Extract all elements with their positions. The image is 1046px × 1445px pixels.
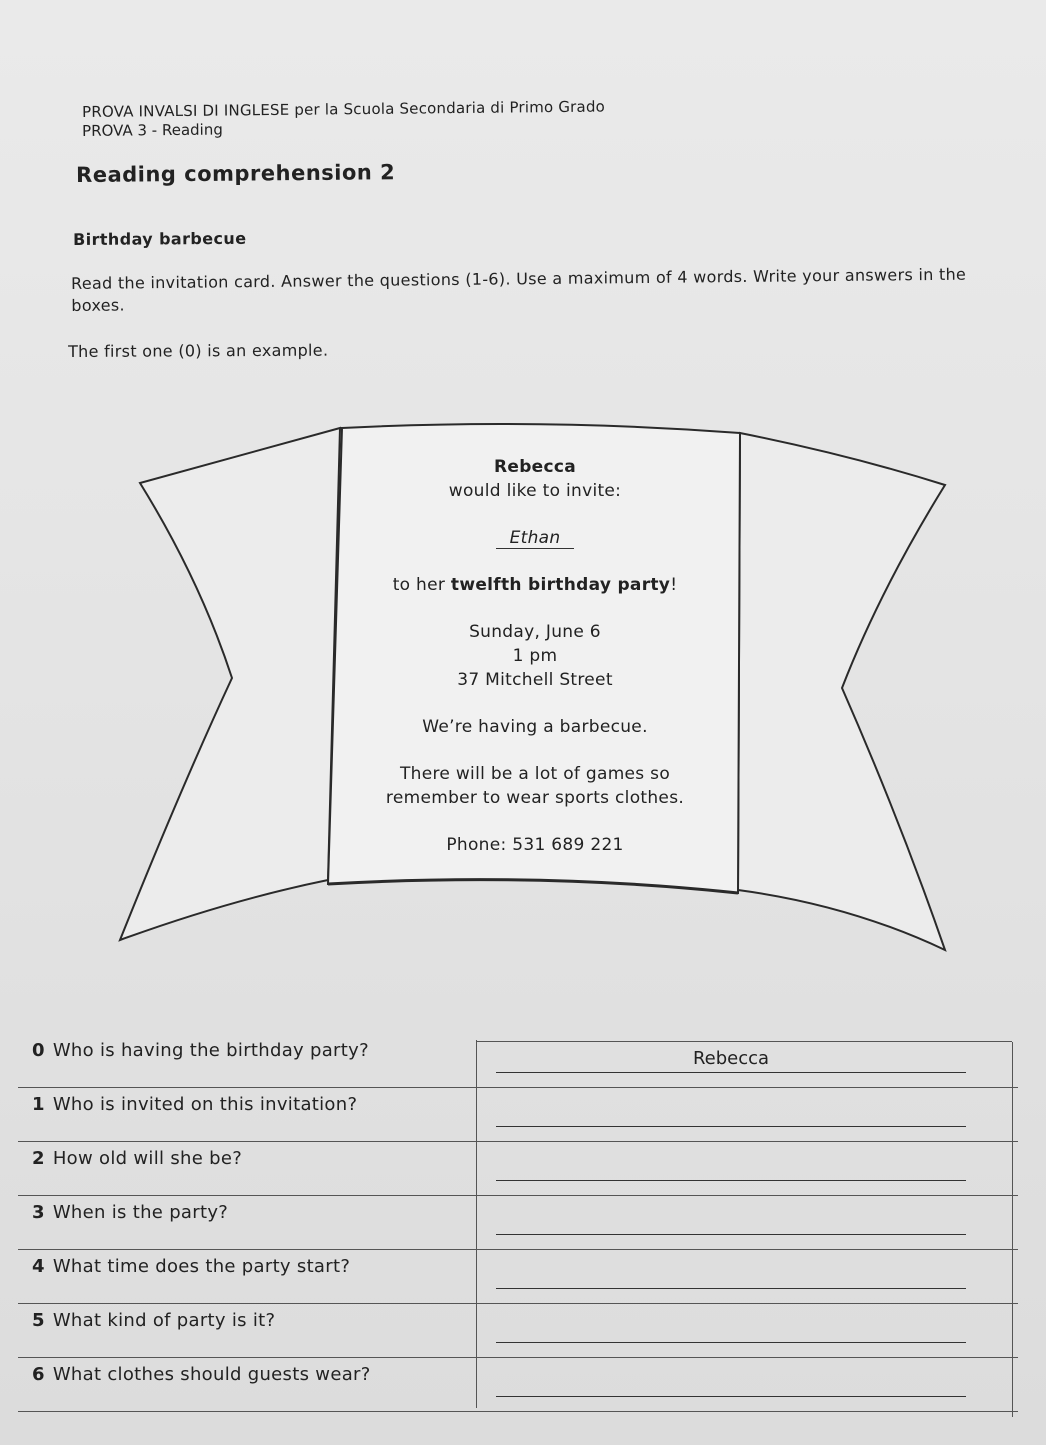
card-left-flap bbox=[120, 428, 340, 940]
question-row: 0 Who is having the birthday party? Rebecca bbox=[18, 1033, 1018, 1088]
question-text: When is the party? bbox=[52, 1202, 229, 1223]
question-text: Who is having the birthday party? bbox=[52, 1040, 369, 1061]
question-row: 4 What time does the party start? bbox=[18, 1250, 1018, 1304]
answer-line bbox=[496, 1288, 966, 1289]
example-note: The first one (0) is an example. bbox=[68, 340, 329, 361]
answer-line bbox=[496, 1396, 966, 1397]
question-row: 1 Who is invited on this invitation? bbox=[18, 1088, 1018, 1142]
question-row: 2 How old will she be? bbox=[18, 1142, 1018, 1196]
invitation-text bbox=[330, 455, 740, 857]
question-text: What clothes should guests wear? bbox=[52, 1364, 371, 1385]
exam-subheader: PROVA 3 - Reading bbox=[82, 120, 223, 140]
card-date: Sunday, June 6 bbox=[469, 622, 601, 642]
card-note-2: remember to wear sports clothes. bbox=[385, 788, 685, 808]
card-host: Rebecca bbox=[493, 457, 577, 477]
instructions: Read the invitation card. Answer the questions (1-6). Use a maximum of 4 words. Write your answers in the boxes. bbox=[71, 264, 967, 315]
answer-line bbox=[496, 1180, 966, 1181]
question-row: 6 What clothes should guests wear? bbox=[18, 1358, 1018, 1412]
question-row: 3 When is the party? bbox=[18, 1196, 1018, 1250]
card-party-type: twelfth birthday party bbox=[450, 575, 671, 595]
card-party-line: to her twelfth birthday party! bbox=[392, 575, 678, 595]
question-row: 5 What kind of party is it? bbox=[18, 1304, 1018, 1358]
card-invite-text: would like to invite: bbox=[448, 481, 622, 501]
question-text: Who is invited on this invitation? bbox=[52, 1094, 358, 1115]
question-text: What time does the party start? bbox=[52, 1256, 351, 1277]
card-activity: We’re having a barbecue. bbox=[422, 717, 648, 737]
card-guest: Ethan bbox=[496, 528, 575, 549]
answer-line bbox=[496, 1126, 966, 1127]
exercise-title: Birthday barbecue bbox=[73, 228, 247, 249]
card-address: 37 Mitchell Street bbox=[457, 670, 613, 690]
answer-line bbox=[496, 1234, 966, 1235]
answer-line bbox=[496, 1342, 966, 1343]
question-text: What kind of party is it? bbox=[52, 1310, 276, 1331]
answer-line bbox=[496, 1072, 966, 1073]
card-time: 1 pm bbox=[512, 646, 558, 666]
card-note-1: There will be a lot of games so bbox=[399, 764, 671, 784]
section-title: Reading comprehension 2 bbox=[76, 160, 396, 187]
question-text: How old will she be? bbox=[52, 1148, 243, 1169]
questions-table bbox=[18, 1033, 1018, 1412]
answer-box: Rebecca bbox=[692, 1048, 770, 1069]
exam-header: PROVA INVALSI DI INGLESE per la Scuola Secondaria di Primo Grado bbox=[82, 97, 606, 121]
card-phone: Phone: 531 689 221 bbox=[446, 835, 624, 855]
card-right-flap bbox=[738, 433, 945, 950]
